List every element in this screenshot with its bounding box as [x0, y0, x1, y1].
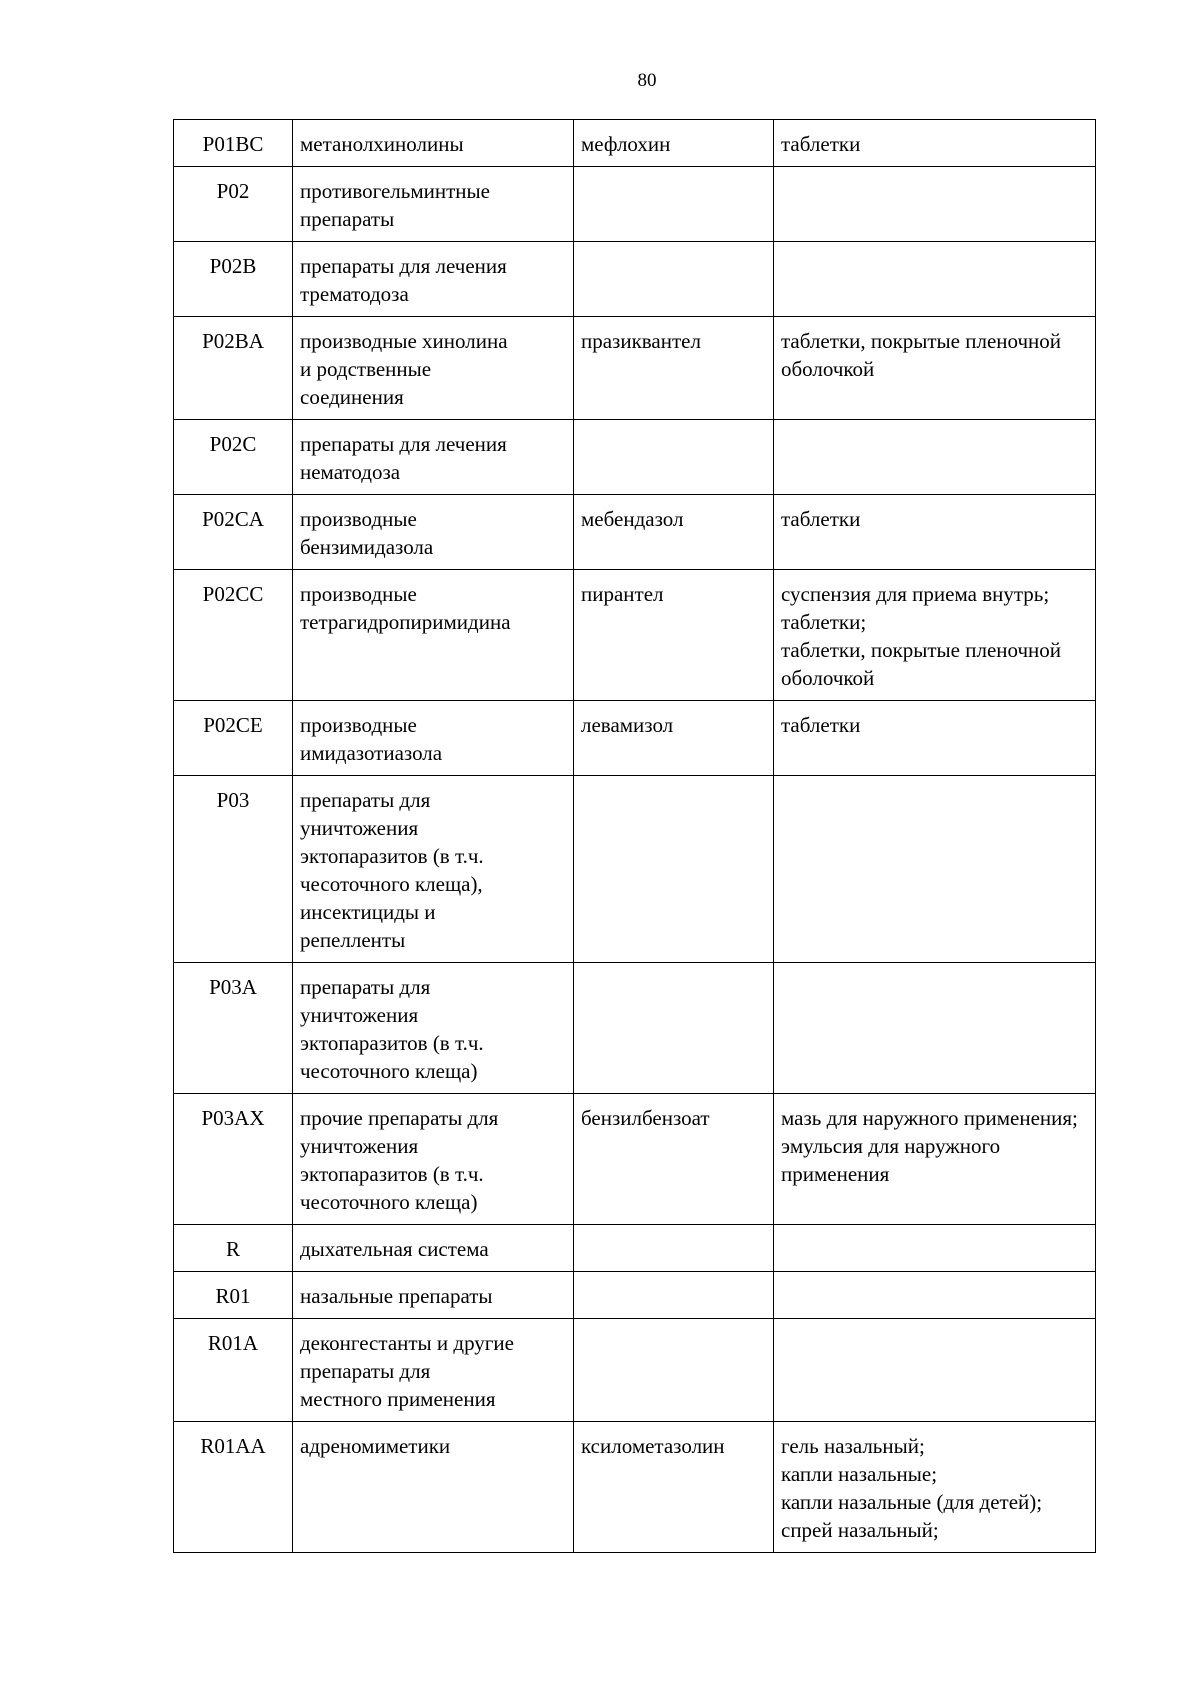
- atc-code-cell: P01BC: [174, 120, 293, 167]
- drug-name-cell: пирантел: [574, 570, 774, 701]
- dosage-form-cell: [774, 1272, 1096, 1319]
- group-name-cell: противогельминтные препараты: [293, 167, 574, 242]
- group-name-cell: деконгестанты и другие препараты для местного применения: [293, 1319, 574, 1422]
- atc-code-cell: R: [174, 1225, 293, 1272]
- table-row: [174, 167, 1096, 242]
- dosage-form-cell: [774, 167, 1096, 242]
- table-row: [174, 120, 1096, 167]
- drug-name-cell: [574, 963, 774, 1094]
- drug-name-cell: ксилометазолин: [574, 1422, 774, 1553]
- drug-name-cell: мебендазол: [574, 495, 774, 570]
- atc-code-cell: P02B: [174, 242, 293, 317]
- group-name-cell: препараты для уничтожения эктопаразитов (в т.ч. чесоточного клеща): [293, 963, 574, 1094]
- table-row: [174, 1422, 1096, 1553]
- atc-code-cell: P02CE: [174, 701, 293, 776]
- dosage-form-cell: [774, 420, 1096, 495]
- drug-table: [173, 119, 1096, 1553]
- group-name-cell: производные хинолина и родственные соединения: [293, 317, 574, 420]
- group-name-cell: производные бензимидазола: [293, 495, 574, 570]
- atc-code-cell: P02: [174, 167, 293, 242]
- group-name-cell: метанолхинолины: [293, 120, 574, 167]
- atc-code-cell: P02C: [174, 420, 293, 495]
- group-name-cell: препараты для уничтожения эктопаразитов (в т.ч. чесоточного клеща), инсектициды и репелленты: [293, 776, 574, 963]
- dosage-form-cell: [774, 776, 1096, 963]
- table-row: [174, 701, 1096, 776]
- drug-name-cell: мефлохин: [574, 120, 774, 167]
- dosage-form-cell: таблетки, покрытые пленочной оболочкой: [774, 317, 1096, 420]
- dosage-form-cell: таблетки: [774, 120, 1096, 167]
- dosage-form-cell: таблетки: [774, 495, 1096, 570]
- dosage-form-cell: [774, 1225, 1096, 1272]
- drug-name-cell: [574, 776, 774, 963]
- dosage-form-cell: [774, 963, 1096, 1094]
- group-name-cell: препараты для лечения нематодоза: [293, 420, 574, 495]
- table-row: [174, 1272, 1096, 1319]
- table-row: [174, 495, 1096, 570]
- drug-name-cell: [574, 1319, 774, 1422]
- group-name-cell: назальные препараты: [293, 1272, 574, 1319]
- atc-code-cell: R01: [174, 1272, 293, 1319]
- drug-name-cell: [574, 167, 774, 242]
- drug-name-cell: бензилбензоат: [574, 1094, 774, 1225]
- atc-code-cell: P03A: [174, 963, 293, 1094]
- table-row: [174, 1225, 1096, 1272]
- table-row: [174, 1319, 1096, 1422]
- table-row: [174, 242, 1096, 317]
- drug-name-cell: [574, 1225, 774, 1272]
- group-name-cell: производные тетрагидропиримидина: [293, 570, 574, 701]
- drug-name-cell: [574, 420, 774, 495]
- dosage-form-cell: гель назальный; капли назальные; капли назальные (для детей); спрей назальный;: [774, 1422, 1096, 1553]
- atc-code-cell: R01AA: [174, 1422, 293, 1553]
- atc-code-cell: P02BA: [174, 317, 293, 420]
- dosage-form-cell: [774, 242, 1096, 317]
- atc-code-cell: P02CC: [174, 570, 293, 701]
- group-name-cell: адреномиметики: [293, 1422, 574, 1553]
- table-row: [174, 420, 1096, 495]
- group-name-cell: производные имидазотиазола: [293, 701, 574, 776]
- group-name-cell: дыхательная система: [293, 1225, 574, 1272]
- drug-name-cell: [574, 242, 774, 317]
- atc-code-cell: P02CA: [174, 495, 293, 570]
- group-name-cell: прочие препараты для уничтожения эктопаразитов (в т.ч. чесоточного клеща): [293, 1094, 574, 1225]
- dosage-form-cell: мазь для наружного применения; эмульсия для наружного применения: [774, 1094, 1096, 1225]
- table-row: [174, 317, 1096, 420]
- group-name-cell: препараты для лечения трематодоза: [293, 242, 574, 317]
- dosage-form-cell: суспензия для приема внутрь; таблетки; таблетки, покрытые пленочной оболочкой: [774, 570, 1096, 701]
- dosage-form-cell: [774, 1319, 1096, 1422]
- table-row: [174, 1094, 1096, 1225]
- drug-name-cell: празиквантел: [574, 317, 774, 420]
- table-body: [174, 120, 1096, 1553]
- atc-code-cell: P03: [174, 776, 293, 963]
- drug-name-cell: [574, 1272, 774, 1319]
- page-number: 80: [637, 70, 657, 91]
- atc-code-cell: P03AX: [174, 1094, 293, 1225]
- dosage-form-cell: таблетки: [774, 701, 1096, 776]
- table-row: [174, 963, 1096, 1094]
- drug-name-cell: левамизол: [574, 701, 774, 776]
- table-row: [174, 570, 1096, 701]
- atc-code-cell: R01A: [174, 1319, 293, 1422]
- table-row: [174, 776, 1096, 963]
